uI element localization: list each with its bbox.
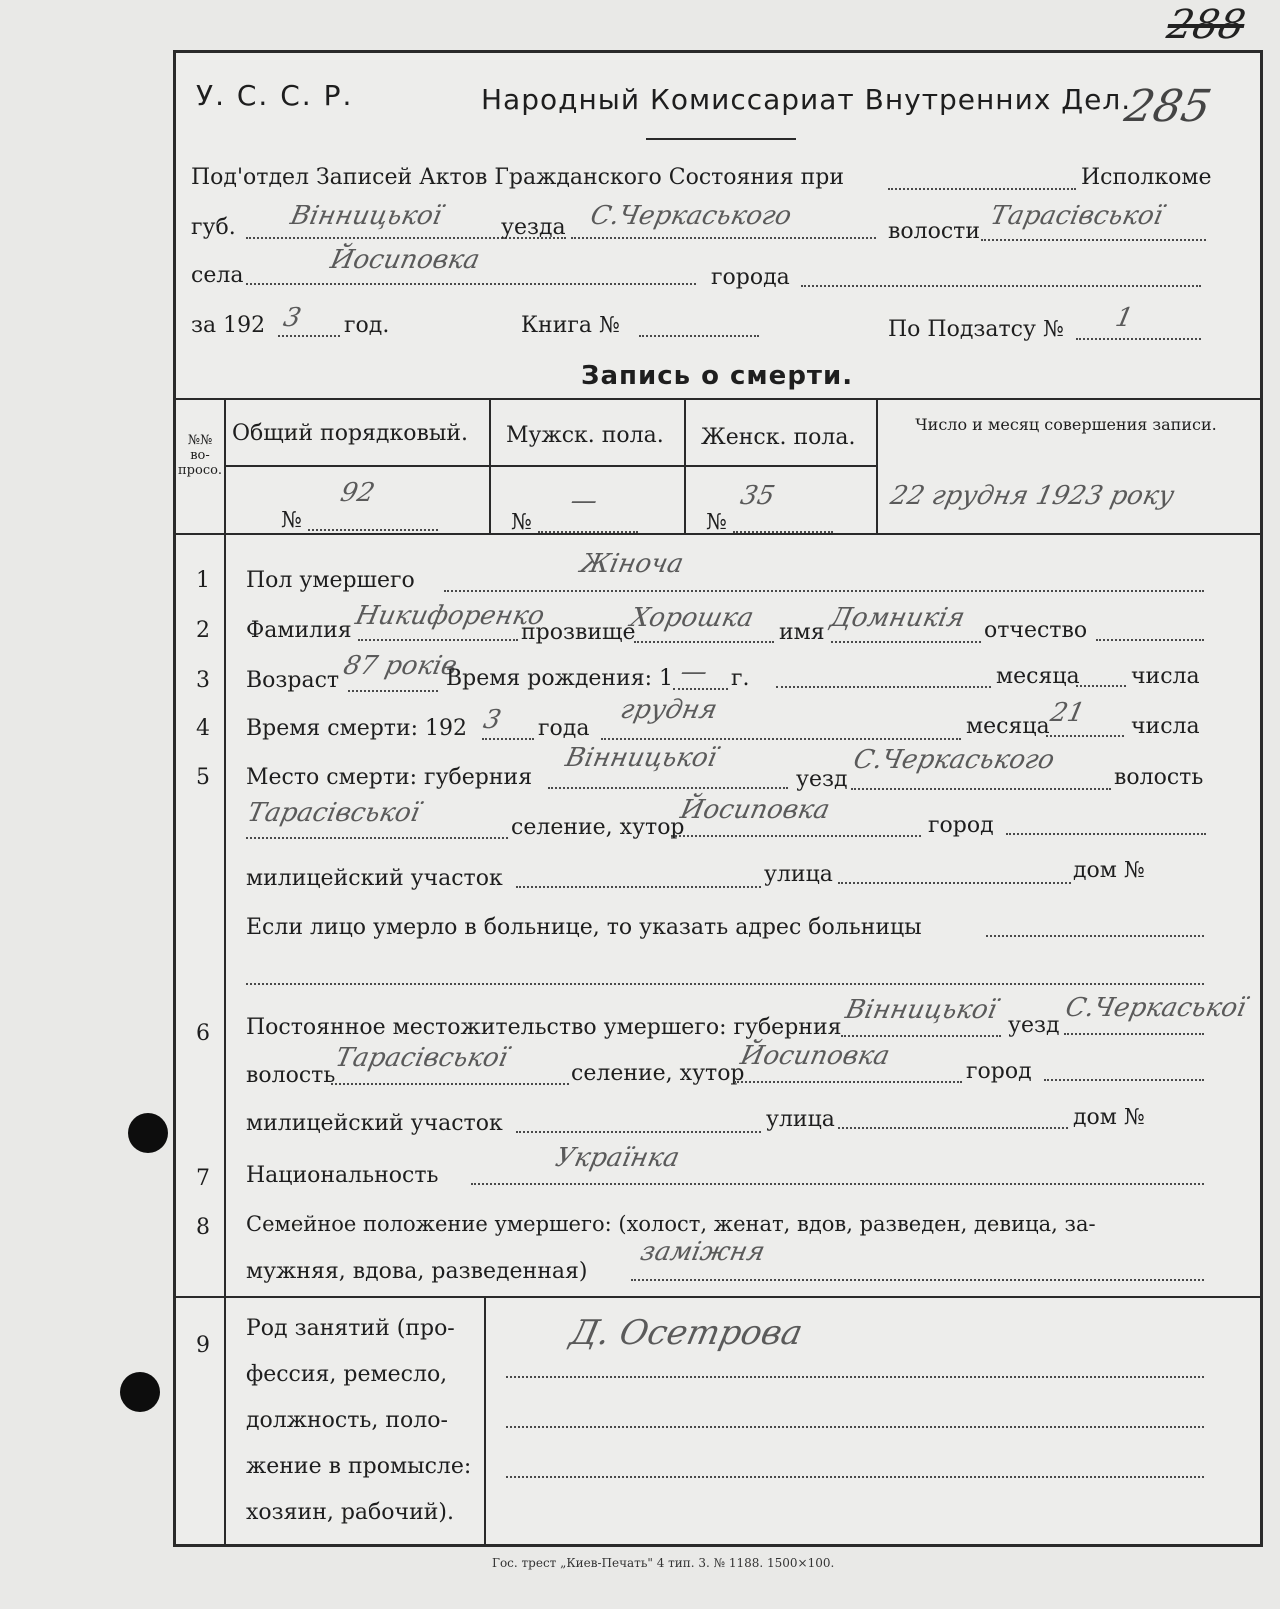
birth-g: г. [731,666,750,691]
death-volost-label: волость [1114,765,1204,790]
col-male: Мужск. пола. [506,423,664,448]
death-record-form [173,50,1263,1547]
residence-street-label: улица [766,1107,835,1132]
no-general: № [281,508,302,533]
month-label: месяца [996,664,1080,689]
podzatsu-label: По Подзатсу № [888,317,1064,342]
residence-label: Постоянное местожительство умершего: губерния [246,1015,842,1040]
hw-age: 87 років [340,651,460,681]
hw-d-volost: Тарасівської [244,798,423,828]
q-number: 7 [196,1166,210,1191]
hw-r-gub: Вінницької [842,995,1000,1025]
punch-hole [128,1113,168,1153]
hw-d-gub: Вінницької [562,743,720,773]
ispolkom-label: Исполкоме [1081,165,1212,190]
nationality-label: Национальность [246,1163,439,1188]
page-number: 288 [1163,2,1250,48]
hw-podzatsu: 1 [1112,303,1136,333]
hw-r-volost: Тарасівської [332,1043,511,1073]
hw-record-date: 22 грудня 1923 року [887,481,1177,511]
death-year-label: года [538,716,590,741]
hw-female-no: 35 [737,481,778,511]
hw-uezd: С.Черкаського [587,201,795,231]
uezd-label: уезда [501,215,566,240]
occupation-l5: хозяин, рабочий). [246,1500,454,1525]
col-date: Число и месяц совершения записи. [915,415,1217,434]
residence-volost-label: волость [246,1063,336,1088]
day-label: числа [1131,664,1200,689]
death-month-label: месяца [966,714,1050,739]
residence-city-label: город [966,1059,1032,1084]
col-female: Женск. пола. [701,425,856,450]
hw-sex: Жіноча [577,549,687,579]
hw-marital: заміжня [637,1237,768,1267]
occupation-l4: жение в промысле: [246,1454,472,1479]
marital-line2: мужняя, вдова, разведенная) [246,1259,588,1284]
q-number: 6 [196,1021,210,1046]
q-number: 3 [196,668,210,693]
hw-birth-dash: — [677,657,711,687]
col-nn: №№ во-просо. [178,433,223,478]
hw-nickname: Хорошка [627,603,757,633]
no-male: № [511,510,532,535]
volost-label: волости [888,219,981,244]
hw-d-uezd: С.Черкаського [850,745,1058,775]
god-label: год. [344,313,390,338]
surname-label: Фамилия [246,618,352,643]
punch-hole [120,1372,160,1412]
residence-uezd-label: уезд [1008,1013,1060,1038]
hw-r-uezd: С.Черкаської [1062,993,1249,1023]
hw-selo: Йосиповка [327,245,483,275]
col-general: Общий порядковый. [232,421,469,446]
hw-surname: Никифоренко [352,601,548,631]
hw-volost: Тарасівської [987,201,1166,231]
age-label: Возраст [246,668,340,693]
occupation-l1: Род занятий (про- [246,1316,455,1341]
q-number: 9 [196,1333,210,1358]
name-label: имя [779,620,825,645]
hospital-label: Если лицо умерло в больнице, то указать адрес больницы [246,915,922,940]
hw-year-digit: 3 [280,303,304,333]
hw-d-village: Йосиповка [677,795,833,825]
death-house-label: дом № [1073,858,1145,883]
hw-gub: Вінницької [287,201,445,231]
death-place-label: Место смерти: губерния [246,765,533,790]
hw-nationality: Українка [552,1143,683,1173]
residence-militia-label: милицейский участок [246,1111,503,1136]
death-city-label: город [928,813,994,838]
nickname-label: прозвище [521,620,636,645]
hw-death-year: 3 [480,705,504,735]
death-label: Время смерти: 192 [246,716,468,741]
q-number: 1 [196,568,210,593]
q-number: 4 [196,716,210,741]
death-uezd-label: уезд [796,767,848,792]
no-female: № [706,510,727,535]
death-street-label: улица [764,862,833,887]
gorod-label: города [711,265,790,290]
footer-imprint: Гос. трест „Киев-Печать" 4 тип. 3. № 1188. 1500×100. [492,1556,835,1570]
sex-label: Пол умершего [246,568,415,593]
occupation-l2: фессия, ремесло, [246,1362,448,1387]
gub-label: губ. [191,215,236,240]
residence-house-label: дом № [1073,1105,1145,1130]
birth-label: Время рождения: 1 [446,666,673,691]
death-day-label: числа [1131,714,1200,739]
selo-label: села [191,263,244,288]
hw-general-no: 92 [337,478,378,508]
death-militia-label: милицейский участок [246,866,503,891]
occupation-l3: должность, поло- [246,1408,448,1433]
year-label: за 192 [191,313,266,338]
hw-death-month: грудня [617,695,720,725]
commissariat-title: Народный Комиссариат Внутренних Дел. [481,83,1132,116]
hw-death-day: 21 [1047,698,1088,728]
patronymic-label: отчество [984,618,1088,643]
hw-r-village: Йосиповка [737,1041,893,1071]
record-title: Запись о смерти. [581,361,854,391]
q-number: 2 [196,618,210,643]
kniga-label: Книга № [521,313,620,338]
hw-male-no: — [567,486,601,516]
sheet-number: 285 [1120,81,1216,132]
hw-occupation: Д. Осетрова [566,1313,807,1353]
state-title: У. С. С. Р. [196,79,354,112]
marital-line1: Семейное положение умершего: (холост, женат, вдов, разведен, девица, за- [246,1212,1096,1236]
residence-village-label: селение, хутор [571,1061,745,1086]
death-village-label: селение, хутор [511,815,685,840]
subdept-label: Под'отдел Записей Актов Гражданского Состояния при [191,165,845,190]
q-number: 5 [196,765,210,790]
hw-name: Домникія [827,603,968,633]
q-number: 8 [196,1215,210,1240]
